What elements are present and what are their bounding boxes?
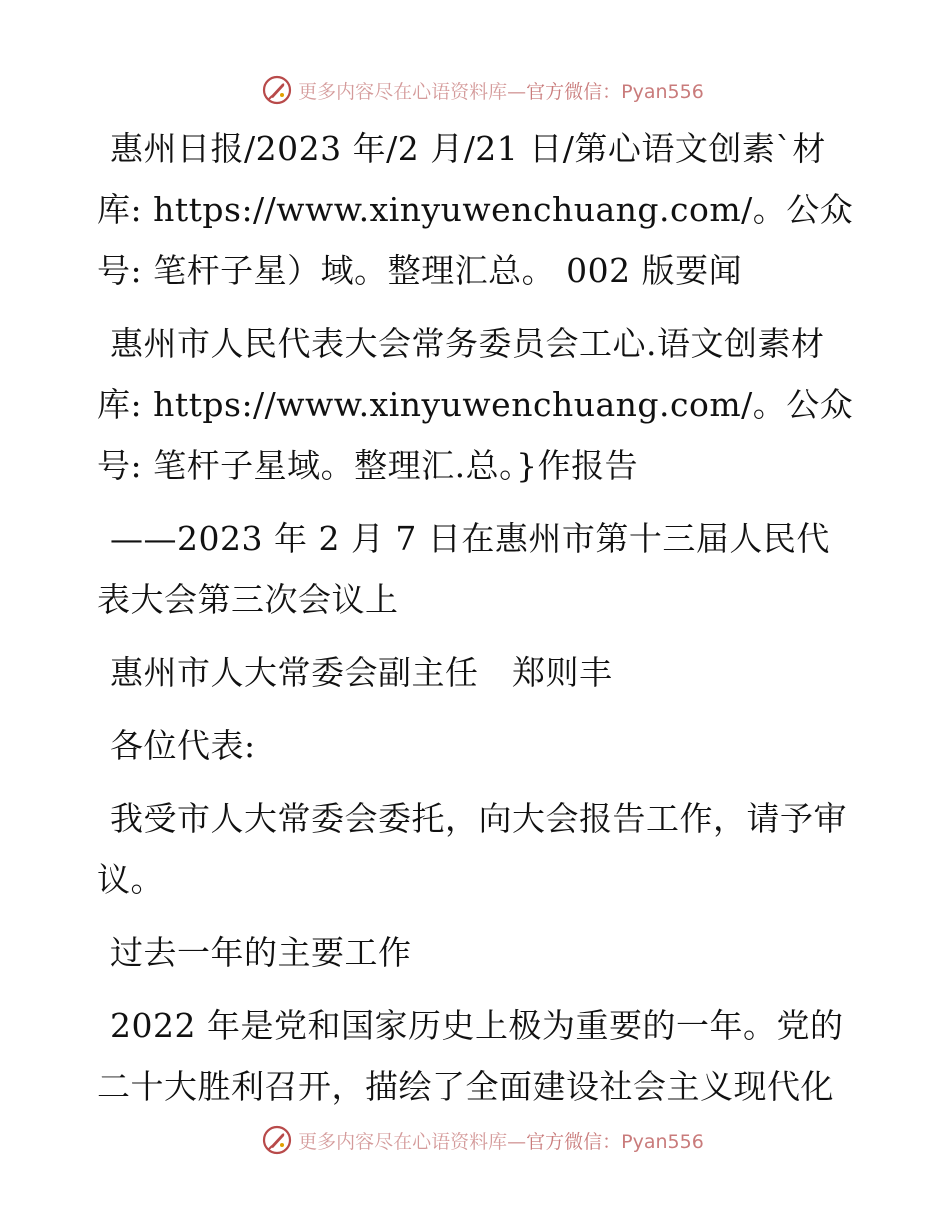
quill-logo-icon xyxy=(262,1125,292,1155)
paragraph-occasion: ——2023 年 2 月 7 日在惠州市第十三届人民代表大会第三次会议上 xyxy=(97,519,830,619)
banner-text xyxy=(298,77,704,104)
banner-text xyxy=(298,1127,704,1154)
banner-wechat-text: 官方微信：Pyan556 xyxy=(526,80,704,103)
banner-separator: — xyxy=(507,80,527,103)
paragraph-salutation: 各位代表: xyxy=(110,726,256,765)
quill-logo-icon xyxy=(262,75,292,105)
paragraph-section-heading: 过去一年的主要工作 xyxy=(110,933,412,972)
banner-separator: — xyxy=(507,1130,527,1153)
banner-main-text: 更多内容尽在心语资料库 xyxy=(298,1130,508,1153)
paragraph-source-line: 惠州日报/2023 年/2 月/21 日/第心语文创素`材库: https://www.xinyuwenchuang.com/。公众号: 笔杆子星）域。整理汇总。 002 版要闻 xyxy=(97,129,854,290)
banner-main-text: 更多内容尽在心语资料库 xyxy=(298,80,508,103)
paragraph-body: 2022 年是党和国家历史上极为重要的一年。党的二十大胜利召开，描绘了全面建设社会主义现代化 xyxy=(97,1006,844,1106)
banner-wechat-text: 官方微信：Pyan556 xyxy=(526,1130,704,1153)
header-watermark-banner xyxy=(0,70,950,110)
document-body xyxy=(97,118,857,1129)
banner-content xyxy=(262,75,704,105)
paragraph-speaker: 惠州市人大常委会副主任 郑则丰 xyxy=(110,653,613,692)
footer-watermark-banner xyxy=(0,1120,950,1160)
paragraph-intro: 我受市人大常委会委托，向大会报告工作，请予审议。 xyxy=(97,799,847,899)
paragraph-report-title: 惠州市人民代表大会常务委员会工心.语文创素材库: https://www.xinyuwenchuang.com/。公众号: 笔杆子星域。整理汇.总。}作报告 xyxy=(97,324,854,485)
banner-content xyxy=(262,1125,704,1155)
